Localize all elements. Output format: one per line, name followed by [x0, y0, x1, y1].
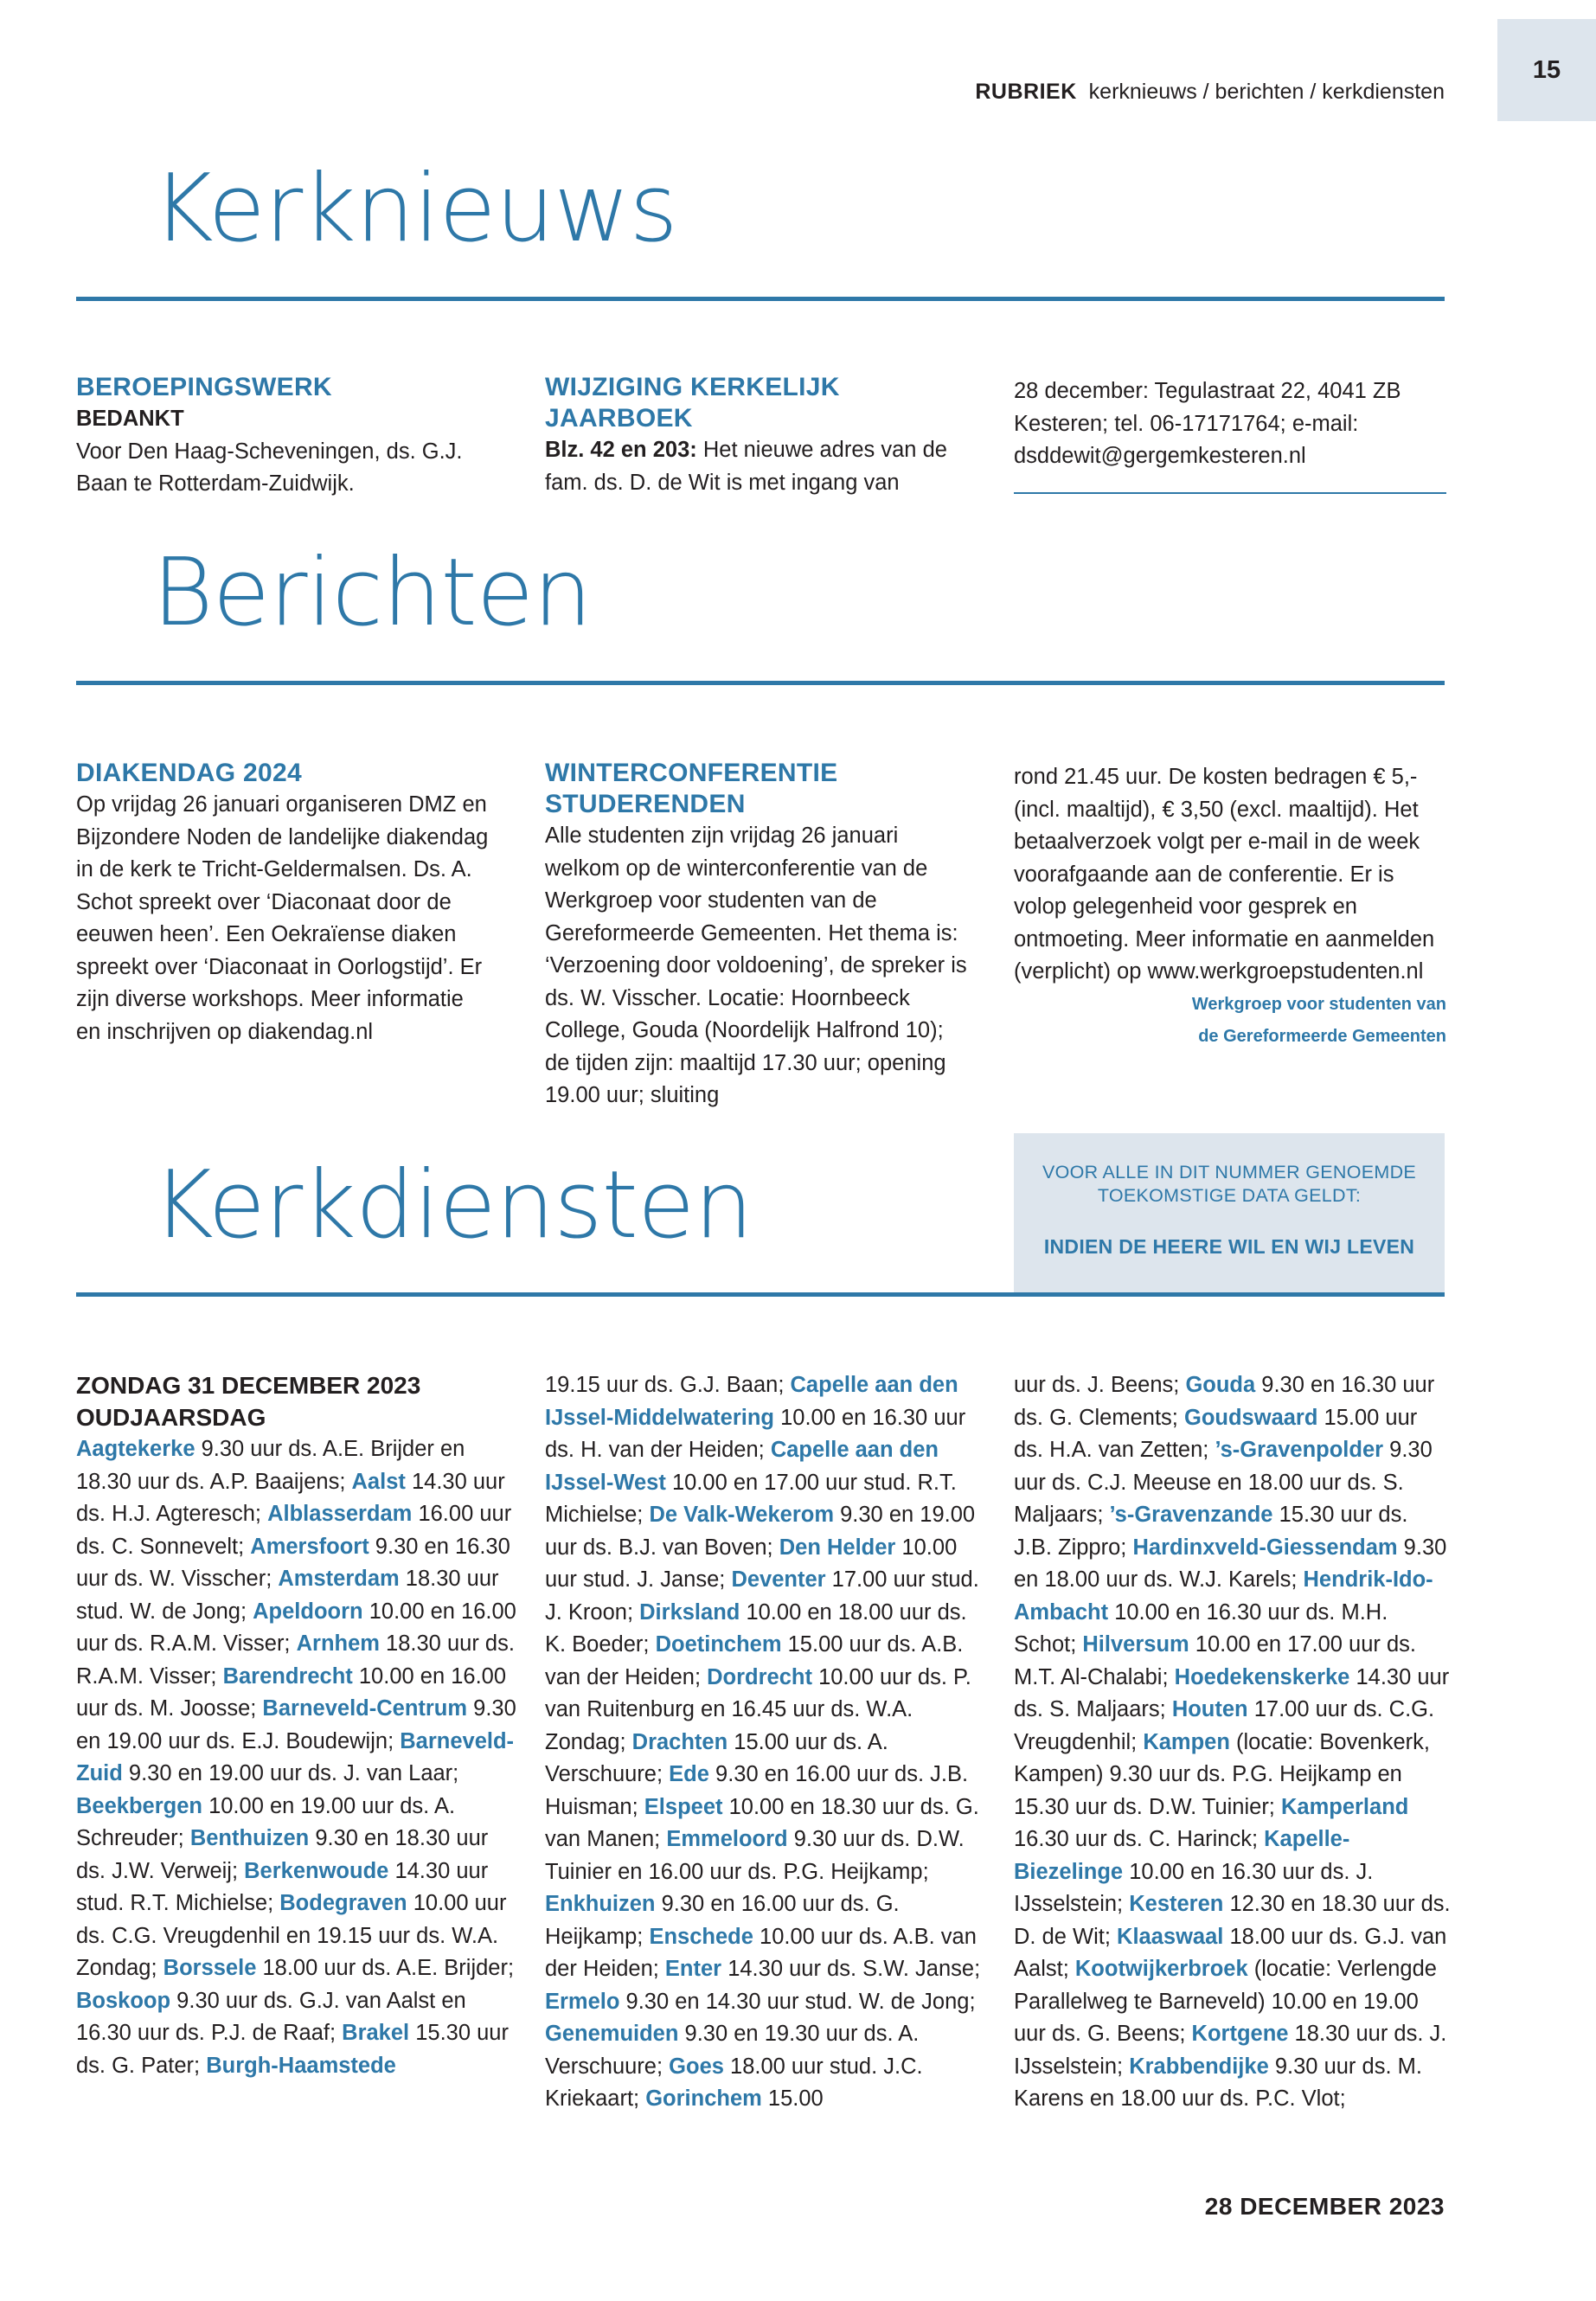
- service-details: 10.00 en 16.30 uur ds. M.H. Schot;: [1014, 1599, 1388, 1657]
- service-details: 10.00 en 16.00 uur ds. M. Joosse;: [76, 1663, 507, 1721]
- berichten-rule: [76, 681, 1445, 685]
- service-details: 9.30 en 16.30 uur ds. G. Clements;: [1014, 1373, 1435, 1430]
- service-details: 9.30 uur ds. D.W. Tuinier en 16.00 uur ds. P.G. Heijkamp;: [545, 1827, 965, 1884]
- wijziging-continued: [1014, 375, 1446, 494]
- service-place: Dirksland: [639, 1599, 740, 1625]
- wijziging-text: Het nieuwe adres van de fam. ds. D. de Wit is met ingang van: [545, 438, 947, 495]
- kerkdiensten-title: Kerkdiensten: [152, 1151, 753, 1259]
- service-details: 9.30 en 19.00 uur ds. B.J. van Boven;: [545, 1503, 976, 1560]
- service-details: 10.00 en 18.00 uur ds. K. Boeder;: [545, 1599, 967, 1657]
- service-details: 18.00 uur ds. G.J. van Aalst;: [1014, 1924, 1447, 1981]
- winterconferentie-text: Alle studenten zijn vrijdag 26 januari welkom op de winterconferentie van de Werkgroep voor studenten van de Gereformeerde Gemeenten. Het thema is: ‘Verzoening door voldoening’, de spreker is ds. W. Visscher. Locatie: Hoornbeeck College, Gouda (Noordelijk Halfrond 10); de tijden zijn: maaltijd 17.30 uur; opening 19.00 uur; sluiting: [545, 824, 967, 1107]
- service-place: Ede: [669, 1762, 709, 1786]
- service-place: Kamperland: [1280, 1794, 1409, 1819]
- services-column-1: [76, 1369, 516, 2082]
- service-details: 18.00 uur stud. J.C. Kriekaart;: [545, 2054, 923, 2111]
- service-place: Drachten: [631, 1729, 728, 1754]
- service-place: Capelle aan den IJssel-Middelwatering: [545, 1373, 958, 1430]
- service-place: Kortgene: [1191, 2022, 1289, 2046]
- service-place: Goes: [669, 2054, 724, 2079]
- services-list: [76, 1433, 517, 2082]
- service-details: 19.15 uur ds. G.J. Baan;: [545, 1373, 791, 1397]
- service-details: 15.00 uur ds. A.B. van der Heiden;: [545, 1632, 964, 1689]
- service-place: Kesteren: [1129, 1892, 1224, 1916]
- service-details: 9.30 uur ds. M. Karens en 18.00 uur ds. P.C. Vlot;: [1014, 2054, 1422, 2111]
- service-place: Brakel: [342, 2021, 410, 2045]
- service-details: 15.00 uur ds. H.A. van Zetten;: [1014, 1405, 1418, 1462]
- service-details: uur ds. J. Beens;: [1014, 1373, 1186, 1397]
- service-details: 15.00: [761, 2086, 824, 2111]
- notice-emphasis: INDIEN DE HEERE WIL EN WIJ LEVEN: [1043, 1235, 1415, 1258]
- service-details: 10.00 uur ds. A.B. van der Heiden;: [545, 1924, 977, 1981]
- service-details: 10.00 en 17.00 uur stud. R.T. Michielse;: [545, 1470, 957, 1527]
- service-place: Beekbergen: [76, 1793, 202, 1818]
- service-place: Hardinxveld-Giessendam: [1132, 1535, 1398, 1560]
- services-day-heading: OUDJAARSDAG: [76, 1404, 266, 1431]
- service-place: De Valk-Wekerom: [649, 1503, 835, 1527]
- diakendag-block: [76, 758, 509, 1048]
- service-place: Goudswaard: [1183, 1405, 1318, 1430]
- service-place: Barendrecht: [222, 1663, 353, 1689]
- service-details: 9.30 en 19.00 uur ds. E.J. Boudewijn;: [76, 1696, 516, 1753]
- services-date-heading: ZONDAG 31 DECEMBER 2023: [76, 1372, 421, 1399]
- service-place: Barneveld-Zuid: [76, 1728, 515, 1785]
- service-place: Apeldoorn: [253, 1599, 363, 1624]
- service-details: 14.30 uur stud. R.T. Michielse;: [76, 1858, 489, 1915]
- issue-date: 28 DECEMBER 2023: [1204, 2193, 1445, 2220]
- service-place: Kootwijkerbroek: [1074, 1957, 1248, 1981]
- service-place: Kampen: [1143, 1729, 1230, 1754]
- service-details: 10.00 en 16.30 uur ds. J. IJsselstein;: [1014, 1859, 1374, 1916]
- service-details: 10.00 en 17.00 uur ds. M.T. Al-Chalabi;: [1014, 1632, 1416, 1689]
- winterconferentie-text-continued: rond 21.45 uur. De kosten bedragen € 5,- (incl. maaltijd), € 3,50 (excl. maaltijd). Het betaalverzoek volgt per e-mail in de week voorafgaande aan de conferentie. Er is volop gelegenheid voor gesprek en ontmoeting. Meer informatie en aanmelden (verplicht) op www.werkgroepstudenten.nl: [1014, 765, 1435, 984]
- diakendag-heading: DIAKENDAG 2024: [76, 759, 302, 787]
- service-details: 10.00 en 18.30 uur ds. G. van Manen;: [545, 1794, 979, 1851]
- service-details: 14.30 uur ds. H.J. Agteresch;: [76, 1469, 505, 1526]
- beroepingswerk-text: Voor Den Haag-Scheveningen, ds. G.J. Baan te Rotterdam-Zuidwijk.: [76, 439, 463, 496]
- service-place: Alblasserdam: [267, 1502, 413, 1526]
- service-place: Enkhuizen: [545, 1892, 656, 1916]
- service-details: 15.30 uur ds. J.B. Zippro;: [1014, 1503, 1408, 1560]
- service-place: Hoedekenskerke: [1174, 1664, 1350, 1689]
- wijziging-heading: WIJZIGING KERKELIJK JAARBOEK: [545, 373, 840, 433]
- kerknieuws-title: Kerknieuws: [152, 155, 677, 263]
- services-column-3: [1014, 1369, 1451, 2116]
- service-details: 10.00 uur stud. J. Janse;: [545, 1535, 958, 1592]
- service-place: Den Helder: [779, 1535, 896, 1560]
- service-place: Burgh-Haamstede: [206, 2053, 396, 2078]
- service-place: Emmeloord: [666, 1827, 788, 1851]
- service-place: ’s-Gravenzande: [1109, 1503, 1273, 1527]
- notice-text: [1014, 1161, 1445, 1208]
- service-details: 16.30 uur ds. C. Harinck;: [1014, 1827, 1265, 1851]
- service-place: Aalst: [351, 1469, 406, 1494]
- service-details: 18.30 uur ds. J. IJsselstein;: [1014, 2022, 1447, 2079]
- service-details: 9.30 uur ds. G.J. van Aalst en 16.30 uur ds. P.J. de Raaf;: [76, 1988, 466, 2045]
- service-details: 17.00 uur stud. J. Kroon;: [545, 1567, 979, 1625]
- service-details: 18.00 uur ds. A.E. Brijder;: [256, 1956, 515, 1980]
- service-details: 10.00 en 16.00 uur ds. R.A.M. Visser;: [76, 1599, 516, 1656]
- rubric-label: RUBRIEK: [975, 80, 1077, 104]
- service-place: Elspeet: [644, 1794, 723, 1819]
- services-list: [545, 1369, 982, 2116]
- service-details: 9.30 en 18.00 uur ds. W.J. Karels;: [1014, 1535, 1447, 1592]
- running-header: [975, 80, 1445, 105]
- notice-line-2: TOEKOMSTIGE DATA GELDT:: [1097, 1185, 1362, 1206]
- kerkdiensten-rule: [76, 1292, 1445, 1297]
- service-place: Boskoop: [76, 1988, 171, 2013]
- service-place: Hilversum: [1082, 1632, 1189, 1657]
- service-place: Berkenwoude: [244, 1858, 389, 1883]
- services-list: [1014, 1369, 1451, 2116]
- winterconferentie-block: [545, 758, 977, 1112]
- service-details: 10.00 en 16.30 uur ds. H. van der Heiden;: [545, 1405, 966, 1462]
- service-details: 18.30 uur stud. W. de Jong;: [76, 1567, 499, 1624]
- service-details: 16.00 uur ds. C. Sonnevelt;: [76, 1502, 512, 1559]
- service-details: 9.30 en 16.00 uur ds. J.B. Huisman;: [545, 1762, 969, 1819]
- service-place: Borssele: [163, 1956, 257, 1980]
- service-place: Barneveld-Centrum: [262, 1696, 468, 1721]
- service-details: 17.00 uur ds. C.G. Vreugdenhil;: [1014, 1697, 1435, 1754]
- service-place: Doetinchem: [655, 1632, 782, 1657]
- service-place: Capelle aan den IJssel-West: [545, 1438, 939, 1495]
- service-details: 9.30 uur ds. A.E. Brijder en 18.30 uur ds. A.P. Baaijens;: [76, 1437, 465, 1494]
- service-place: Dordrecht: [707, 1664, 812, 1689]
- service-place: ’s-Gravenpolder: [1215, 1438, 1384, 1462]
- service-place: Benthuizen: [189, 1826, 310, 1850]
- service-details: 9.30 uur ds. C.J. Meeuse en 18.00 uur ds. S. Maljaars;: [1014, 1438, 1433, 1527]
- service-details: 9.30 en 18.30 uur ds. J.W. Verweij;: [76, 1826, 489, 1883]
- wijziging-block: [545, 372, 977, 499]
- service-place: Ermelo: [545, 1989, 620, 2014]
- notice-line-1: VOOR ALLE IN DIT NUMMER GENOEMDE: [1042, 1162, 1417, 1183]
- service-details: (locatie: Bovenkerk, Kampen) 9.30 uur ds. P.G. Heijkamp en 15.30 uur ds. D.W. Tuinier;: [1014, 1729, 1430, 1819]
- beroepingswerk-subheading: BEDANKT: [76, 407, 184, 431]
- service-details: 9.30 en 19.30 uur ds. A. Verschuure;: [545, 2022, 920, 2079]
- service-place: Amsterdam: [278, 1567, 400, 1591]
- rubric-sections: kerknieuws / berichten / kerkdiensten: [1088, 80, 1445, 104]
- page-number: 15: [1497, 19, 1596, 121]
- signature-line-1: Werkgroep voor studenten van: [1191, 994, 1446, 1014]
- service-details: 10.00 uur ds. C.G. Vreugdenhil en 19.15 uur ds. W.A. Zondag;: [76, 1891, 507, 1980]
- winterconferentie-signature: [1014, 989, 1446, 1053]
- service-details: 12.30 en 18.30 uur ds. D. de Wit;: [1014, 1892, 1451, 1949]
- service-place: Klaaswaal: [1117, 1924, 1224, 1949]
- service-details: 9.30 en 16.30 uur ds. W. Visscher;: [76, 1534, 510, 1591]
- winterconferentie-continued: [1014, 761, 1446, 1053]
- service-place: Amersfoort: [250, 1534, 369, 1559]
- service-place: Kapelle-Biezelinge: [1014, 1827, 1350, 1884]
- notice-box: [1014, 1133, 1445, 1294]
- wijziging-end-rule: [1014, 492, 1446, 494]
- service-details: 9.30 en 14.30 uur stud. W. de Jong;: [619, 1989, 976, 2014]
- service-place: Aagtekerke: [76, 1437, 195, 1461]
- service-place: Gouda: [1185, 1373, 1256, 1397]
- diakendag-text: Op vrijdag 26 januari organiseren DMZ en Bijzondere Noden de landelijke diakendag in de kerk te Tricht-Geldermalsen. Ds. A. Schot spreekt over ‘Diaconaat door de eeuwen heen’. Een Oekraïense diaken spreekt over ‘Diaconaat in Oorlogstijd’. Er zijn diverse workshops. Meer informatie en inschrijven op diakendag.nl: [76, 792, 489, 1044]
- kerknieuws-rule: [76, 297, 1445, 301]
- service-details: 10.00 en 19.00 uur ds. A. Schreuder;: [76, 1793, 456, 1850]
- berichten-title: Berichten: [152, 539, 592, 647]
- service-details: 10.00 uur ds. P. van Ruitenburg en 16.45 uur ds. W.A. Zondag;: [545, 1664, 971, 1754]
- wijziging-text-continued: 28 december: Tegulastraat 22, 4041 ZB Kesteren; tel. 06-17171764; e-mail: dsddewit@gergemkesteren.nl: [1014, 379, 1401, 468]
- service-details: 15.30 uur ds. G. Pater;: [76, 2021, 509, 2078]
- service-details: 14.30 uur ds. S. Maljaars;: [1014, 1664, 1450, 1721]
- winterconferentie-heading: WINTERCONFERENTIE STUDERENDEN: [545, 759, 838, 818]
- service-place: Enter: [664, 1957, 722, 1981]
- beroepingswerk-heading: BEROEPINGSWERK: [76, 373, 332, 401]
- service-details: 9.30 en 16.00 uur ds. G. Heijkamp;: [545, 1892, 900, 1949]
- services-column-2: [545, 1369, 981, 2116]
- signature-line-2: de Gereformeerde Gemeenten: [1198, 1026, 1446, 1046]
- service-details: 18.30 uur ds. R.A.M. Visser;: [76, 1631, 515, 1689]
- service-place: Bodegraven: [279, 1891, 407, 1915]
- service-place: Deventer: [731, 1567, 826, 1592]
- service-place: Genemuiden: [545, 2022, 679, 2046]
- beroepingswerk-block: [76, 372, 509, 501]
- service-place: Krabbendijke: [1129, 2054, 1269, 2079]
- service-place: Hendrik-Ido-Ambacht: [1014, 1567, 1433, 1625]
- service-details: 14.30 uur ds. S.W. Janse;: [721, 1957, 981, 1981]
- service-place: Enschede: [649, 1924, 753, 1949]
- service-details: 9.30 en 19.00 uur ds. J. van Laar;: [122, 1761, 459, 1785]
- service-place: Arnhem: [296, 1631, 380, 1656]
- service-details: (locatie: Verlengde Parallelweg te Barneveld) 10.00 en 19.00 uur ds. G. Beens;: [1014, 1957, 1437, 2046]
- wijziging-ref: Blz. 42 en 203:: [545, 438, 697, 462]
- service-place: Houten: [1171, 1697, 1248, 1721]
- service-place: Gorinchem: [645, 2086, 762, 2111]
- service-details: 15.00 uur ds. A. Verschuure;: [545, 1729, 888, 1786]
